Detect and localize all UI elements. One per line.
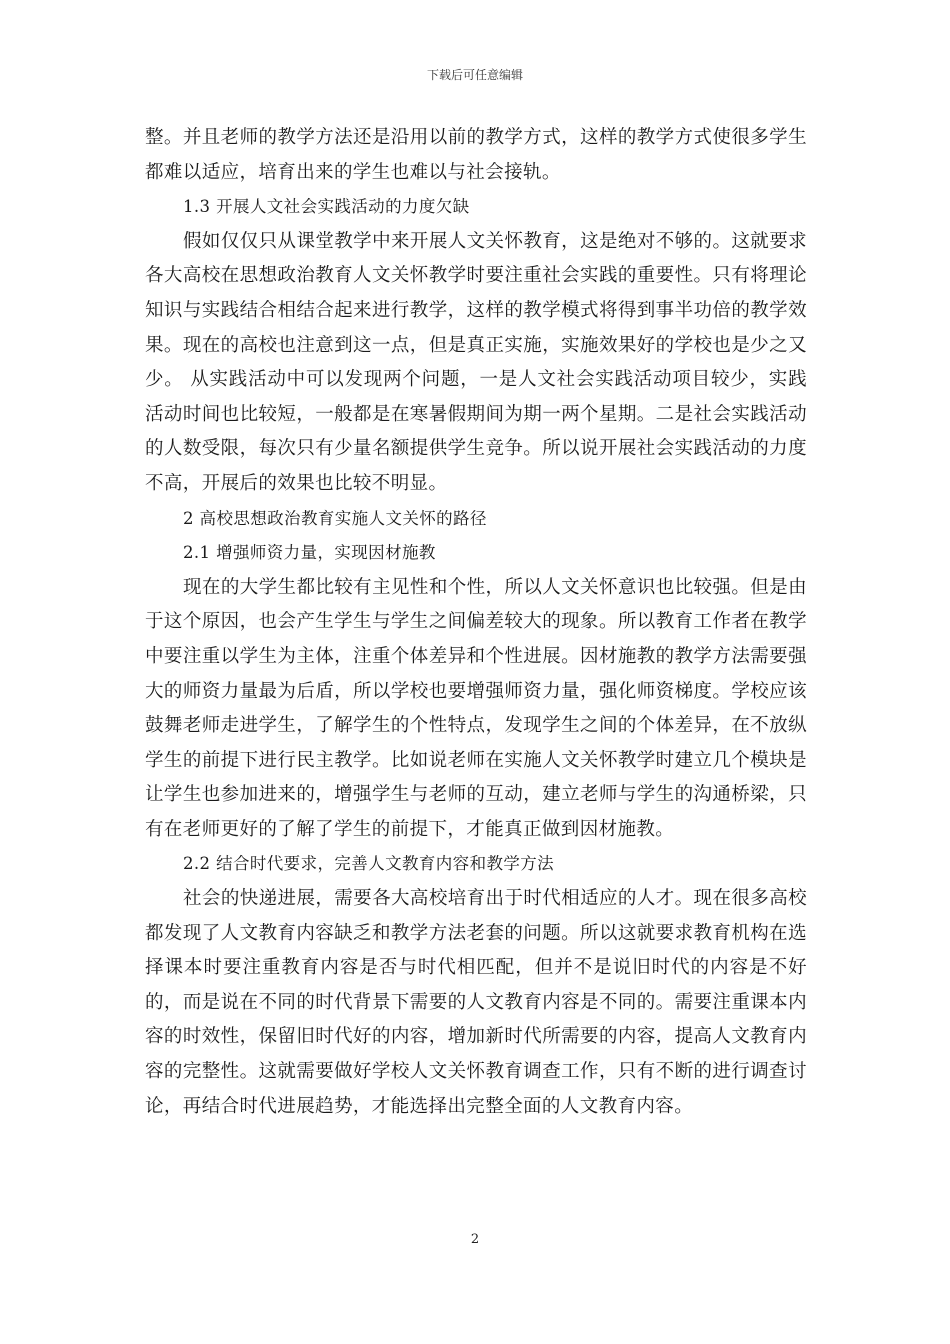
document-body	[145, 121, 807, 1124]
paragraph: 社会的快递进展，需要各大高校培育出于时代相适应的人才。现在很多高校都发现了人文教育内容缺乏和教学方法老套的问题。所以这就要求教育机构在选择课本时要注重教育内容是否与时代相匹配，但并不是说旧时代的内容是不好的，而是说在不同的时代背景下需要的人文教育内容是不同的。需要注重课本内容的时效性，保留旧时代好的内容，增加新时代所需要的内容，提高人文教育内容的完整性。这就需要做好学校人文关怀教育调查工作，只有不断的进行调查讨论，再结合时代进展趋势，才能选择出完整全面的人文教育内容。	[145, 888, 807, 1117]
section-heading: 2 高校思想政治教育实施人文关怀的路径	[183, 508, 487, 528]
page-header: 下载后可任意编辑	[426, 68, 523, 82]
page-number: 2	[470, 1232, 480, 1247]
section-heading: 2.2 结合时代要求，完善人文教育内容和教学方法	[183, 854, 555, 874]
section-heading: 1.3 开展人文社会实践活动的力度欠缺	[183, 197, 470, 217]
paragraph: 假如仅仅只从课堂教学中来开展人文关怀教育，这是绝对不够的。这就要求各大高校在思想政治教育人文关怀教学时要注重社会实践的重要性。只有将理论知识与实践结合相结合起来进行教学，这样的教学模式将得到事半功倍的教学效果。现在的高校也注意到这一点，但是真正实施，实施效果好的学校也是少之又少。 从实践活动中可以发现两个问题，一是人文社会实践活动项目较少，实践活动时间也比较短，一般都是在寒暑假期间为期一两个星期。二是社会实践活动的人数受限，每次只有少量名额提供学生竞争。所以说开展社会实践活动的力度不高，开展后的效果也比较不明显。	[145, 230, 807, 494]
section-heading: 2.1 增强师资力量，实现因材施教	[183, 543, 436, 563]
paragraph: 现在的大学生都比较有主见性和个性，所以人文关怀意识也比较强。但是由于这个原因，也会产生学生与学生之间偏差较大的现象。所以教育工作者在教学中要注重以学生为主体，注重个体差异和个性进展。因材施教的教学方法需要强大的师资力量最为后盾，所以学校也要增强师资力量，强化师资梯度。学校应该鼓舞老师走进学生，了解学生的个性特点，发现学生之间的个体差异，在不放纵学生的前提下进行民主教学。比如说老师在实施人文关怀教学时建立几个模块是让学生也参加进来的，增强学生与老师的互动，建立老师与学生的沟通桥梁，只有在老师更好的了解了学生的前提下，才能真正做到因材施教。	[145, 576, 807, 840]
paragraph: 整。并且老师的教学方法还是沿用以前的教学方式，这样的教学方式使很多学生都难以适应，培育出来的学生也难以与社会接轨。	[145, 127, 807, 183]
